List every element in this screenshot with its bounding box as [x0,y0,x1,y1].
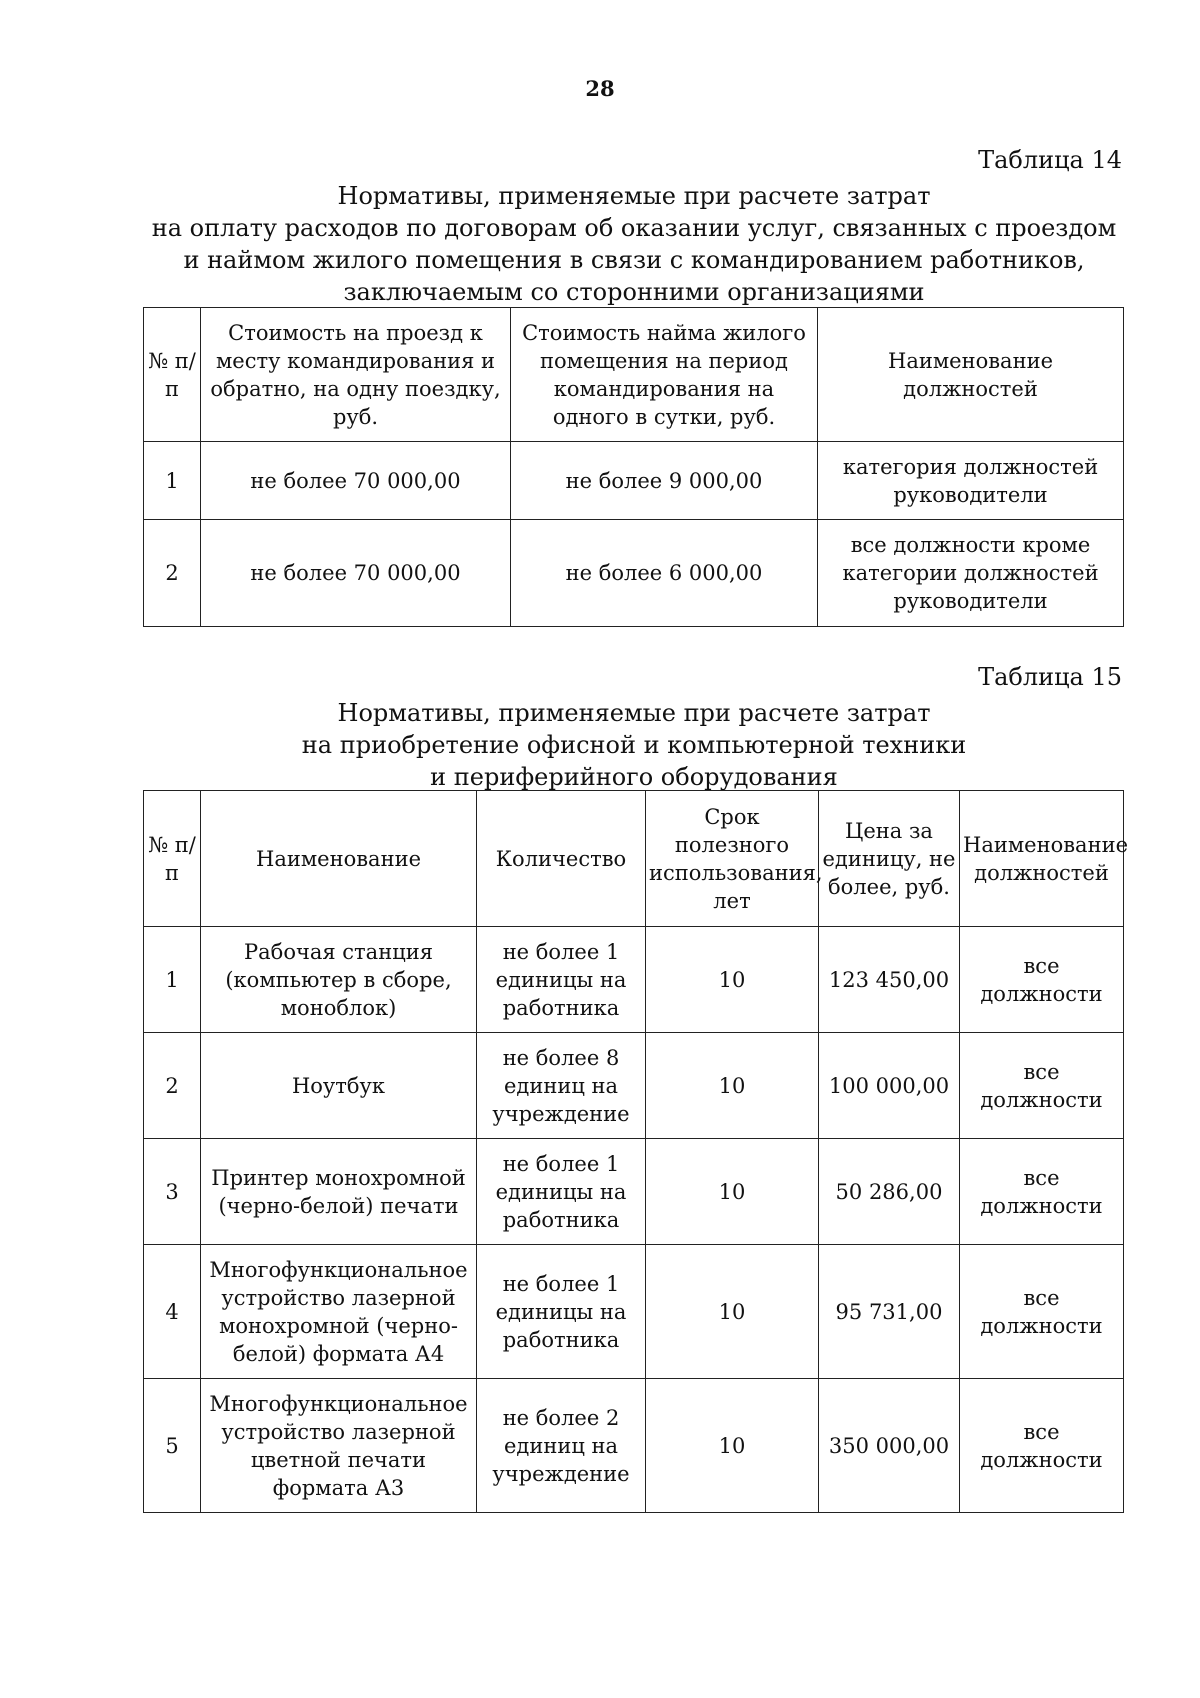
page-number: 28 [585,76,615,101]
table-cell: не более 70 000,00 [201,520,511,627]
table-14 [143,307,1124,627]
table-cell: 123 450,00 [819,927,960,1033]
table-15-title [144,697,1124,793]
table-cell: не более 2 единиц на учреждение [477,1379,646,1513]
table-14-title [144,180,1124,308]
header-cell: Стоимость на проезд к месту командирования и обратно, на одну поездку, руб. [201,308,511,442]
table-15 [143,790,1128,1513]
table-cell: 1 [144,927,201,1033]
table-cell: 10 [646,1379,819,1513]
header-cell: Наименование должностей [960,791,1124,927]
table-cell: все должности кроме категории должностей руководители [818,520,1124,627]
table-cell: 4 [144,1245,201,1379]
table-cell: не более 1 единицы на работника [477,1139,646,1245]
table-cell: не более 1 единицы на работника [477,1245,646,1379]
table-cell: Многофункциональное устройство лазерной монохромной (черно-белой) формата А4 [201,1245,477,1379]
table-cell: 350 000,00 [819,1379,960,1513]
table-cell: категория должностей руководители [818,442,1124,520]
table-cell: 2 [144,520,201,627]
table-cell: не более 1 единицы на работника [477,927,646,1033]
table-header-row [144,308,1124,442]
table-cell: 50 286,00 [819,1139,960,1245]
title-line: Нормативы, применяемые при расчете затрат [337,699,931,727]
table-cell: 10 [646,1139,819,1245]
header-cell: № п/п [144,308,201,442]
header-cell: Срок полезного использования, лет [646,791,819,927]
table-row [144,927,1124,1033]
table-cell: 10 [646,927,819,1033]
table-cell: 5 [144,1379,201,1513]
title-line: заключаемым со сторонними организациями [343,278,925,306]
header-cell: Наименование [201,791,477,927]
table-cell: 100 000,00 [819,1033,960,1139]
table-cell: не более 6 000,00 [511,520,818,627]
table-header-row [144,791,1124,927]
table-row [144,1379,1124,1513]
table-14-label: Таблица 14 [978,146,1122,174]
table-cell: Принтер монохромной (черно-белой) печати [201,1139,477,1245]
table-cell: все должности [960,1033,1124,1139]
title-line: и наймом жилого помещения в связи с командированием работников, [183,246,1085,274]
table-cell: Рабочая станция (компьютер в сборе, моноблок) [201,927,477,1033]
table-cell: 2 [144,1033,201,1139]
title-line: и периферийного оборудования [430,763,838,791]
table-cell: все должности [960,1245,1124,1379]
table-15-label: Таблица 15 [978,663,1122,691]
table-cell: 1 [144,442,201,520]
table-row [144,1139,1124,1245]
title-line: на оплату расходов по договорам об оказании услуг, связанных с проездом [151,214,1117,242]
table-row [144,520,1124,627]
table-cell: 95 731,00 [819,1245,960,1379]
table-cell: все должности [960,1379,1124,1513]
table-cell: Ноутбук [201,1033,477,1139]
table-cell: 10 [646,1033,819,1139]
table-cell: 10 [646,1245,819,1379]
table-cell: не более 8 единиц на учреждение [477,1033,646,1139]
table-row [144,1245,1124,1379]
table-cell: 3 [144,1139,201,1245]
table-cell: все должности [960,1139,1124,1245]
table-cell: все должности [960,927,1124,1033]
table-cell: не более 9 000,00 [511,442,818,520]
header-cell: Наименование должностей [818,308,1124,442]
header-cell: Цена за единицу, не более, руб. [819,791,960,927]
table-cell: Многофункциональное устройство лазерной цветной печати формата А3 [201,1379,477,1513]
title-line: на приобретение офисной и компьютерной техники [301,731,967,759]
header-cell: Количество [477,791,646,927]
table-row [144,442,1124,520]
header-cell: № п/п [144,791,201,927]
header-cell: Стоимость найма жилого помещения на период командирования на одного в сутки, руб. [511,308,818,442]
title-line: Нормативы, применяемые при расчете затрат [337,182,931,210]
table-row [144,1033,1124,1139]
table-cell: не более 70 000,00 [201,442,511,520]
